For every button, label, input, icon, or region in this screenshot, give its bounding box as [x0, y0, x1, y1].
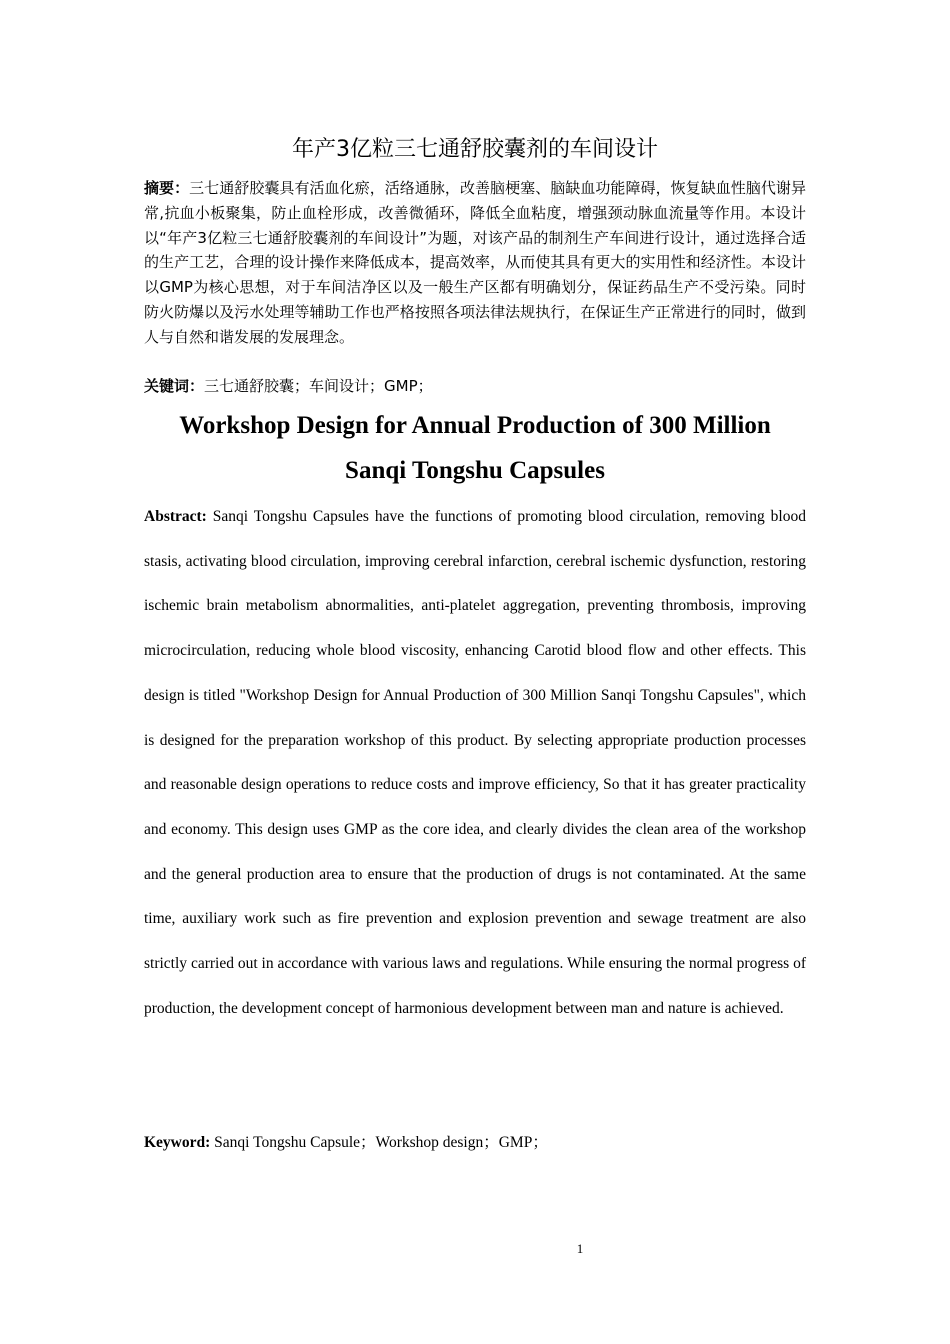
chinese-abstract-text: 三七通舒胶囊具有活血化瘀，活络通脉，改善脑梗塞、脑缺血功能障碍，恢复缺血性脑代谢异常,抗血小板聚集，防止血栓形成，改善微循环，降低全血粘度，增强颈动脉血流量等作用。本设计以“年产3亿粒三七通舒胶囊剂的车间设计”为题，对该产品的制剂生产车间进行设计，通过选择合适的生产工艺，合理的设计操作来降低成本，提高效率，从而使其具有更大的实用性和经济性。本设计以GMP为核心思想，对于车间洁净区以及一般生产区都有明确划分，保证药品生产不受污染。同时防火防爆以及污水处理等辅助工作也严格按照各项法律法规执行，在保证生产正常进行的同时，做到人与自然和谐发展的发展理念。	[144, 179, 806, 346]
chinese-abstract-label: 摘要：	[144, 179, 190, 197]
english-title-line-2: Sanqi Tongshu Capsules	[345, 457, 605, 484]
english-abstract	[144, 495, 806, 1031]
chinese-keywords	[144, 374, 806, 398]
chinese-keywords-label: 关键词：	[144, 377, 205, 395]
english-abstract-text: Sanqi Tongshu Capsules have the functions of promoting blood circulation, removing blood stasis, activating blood circulation, improving cerebral infarction, cerebral ischemic dysfunction, restoring ischemic brain metabolism abnormalities, anti-platelet aggregation, preventing thrombosis, improving microcirculation, reducing whole blood viscosity, enhancing Carotid blood flow and other effects. This design is titled "Workshop Design for Annual Production of 300 Million Sanqi Tongshu Capsules", which is designed for the preparation workshop of this product. By selecting appropriate production processes and reasonable design operations to reduce costs and improve efficiency, So that it has greater practicality and economy. This design uses GMP as the core idea, and clearly divides the clean area of the workshop and the general production area to ensure that the production of drugs is not contaminated. At the same time, auxiliary work such as fire prevention and explosion prevention and sewage treatment are also strictly carried out in accordance with various laws and regulations. While ensuring the normal progress of production, the development concept of harmonious development between man and nature is achieved.	[144, 508, 806, 1017]
chinese-abstract	[144, 176, 806, 350]
english-keywords-text: Sanqi Tongshu Capsule；Workshop design；GMP；	[214, 1134, 548, 1151]
english-keywords	[144, 1130, 806, 1156]
page-number: 1	[576, 1241, 584, 1256]
english-abstract-label: Abstract:	[144, 508, 207, 525]
english-keywords-label: Keyword:	[144, 1134, 211, 1151]
chinese-title: 年产3亿粒三七通舒胶囊剂的车间设计	[292, 137, 658, 162]
english-title-line-1: Workshop Design for Annual Production of 300 Million	[179, 412, 771, 439]
english-title	[144, 403, 806, 493]
chinese-keywords-text: 三七通舒胶囊；车间设计；GMP；	[204, 377, 433, 395]
